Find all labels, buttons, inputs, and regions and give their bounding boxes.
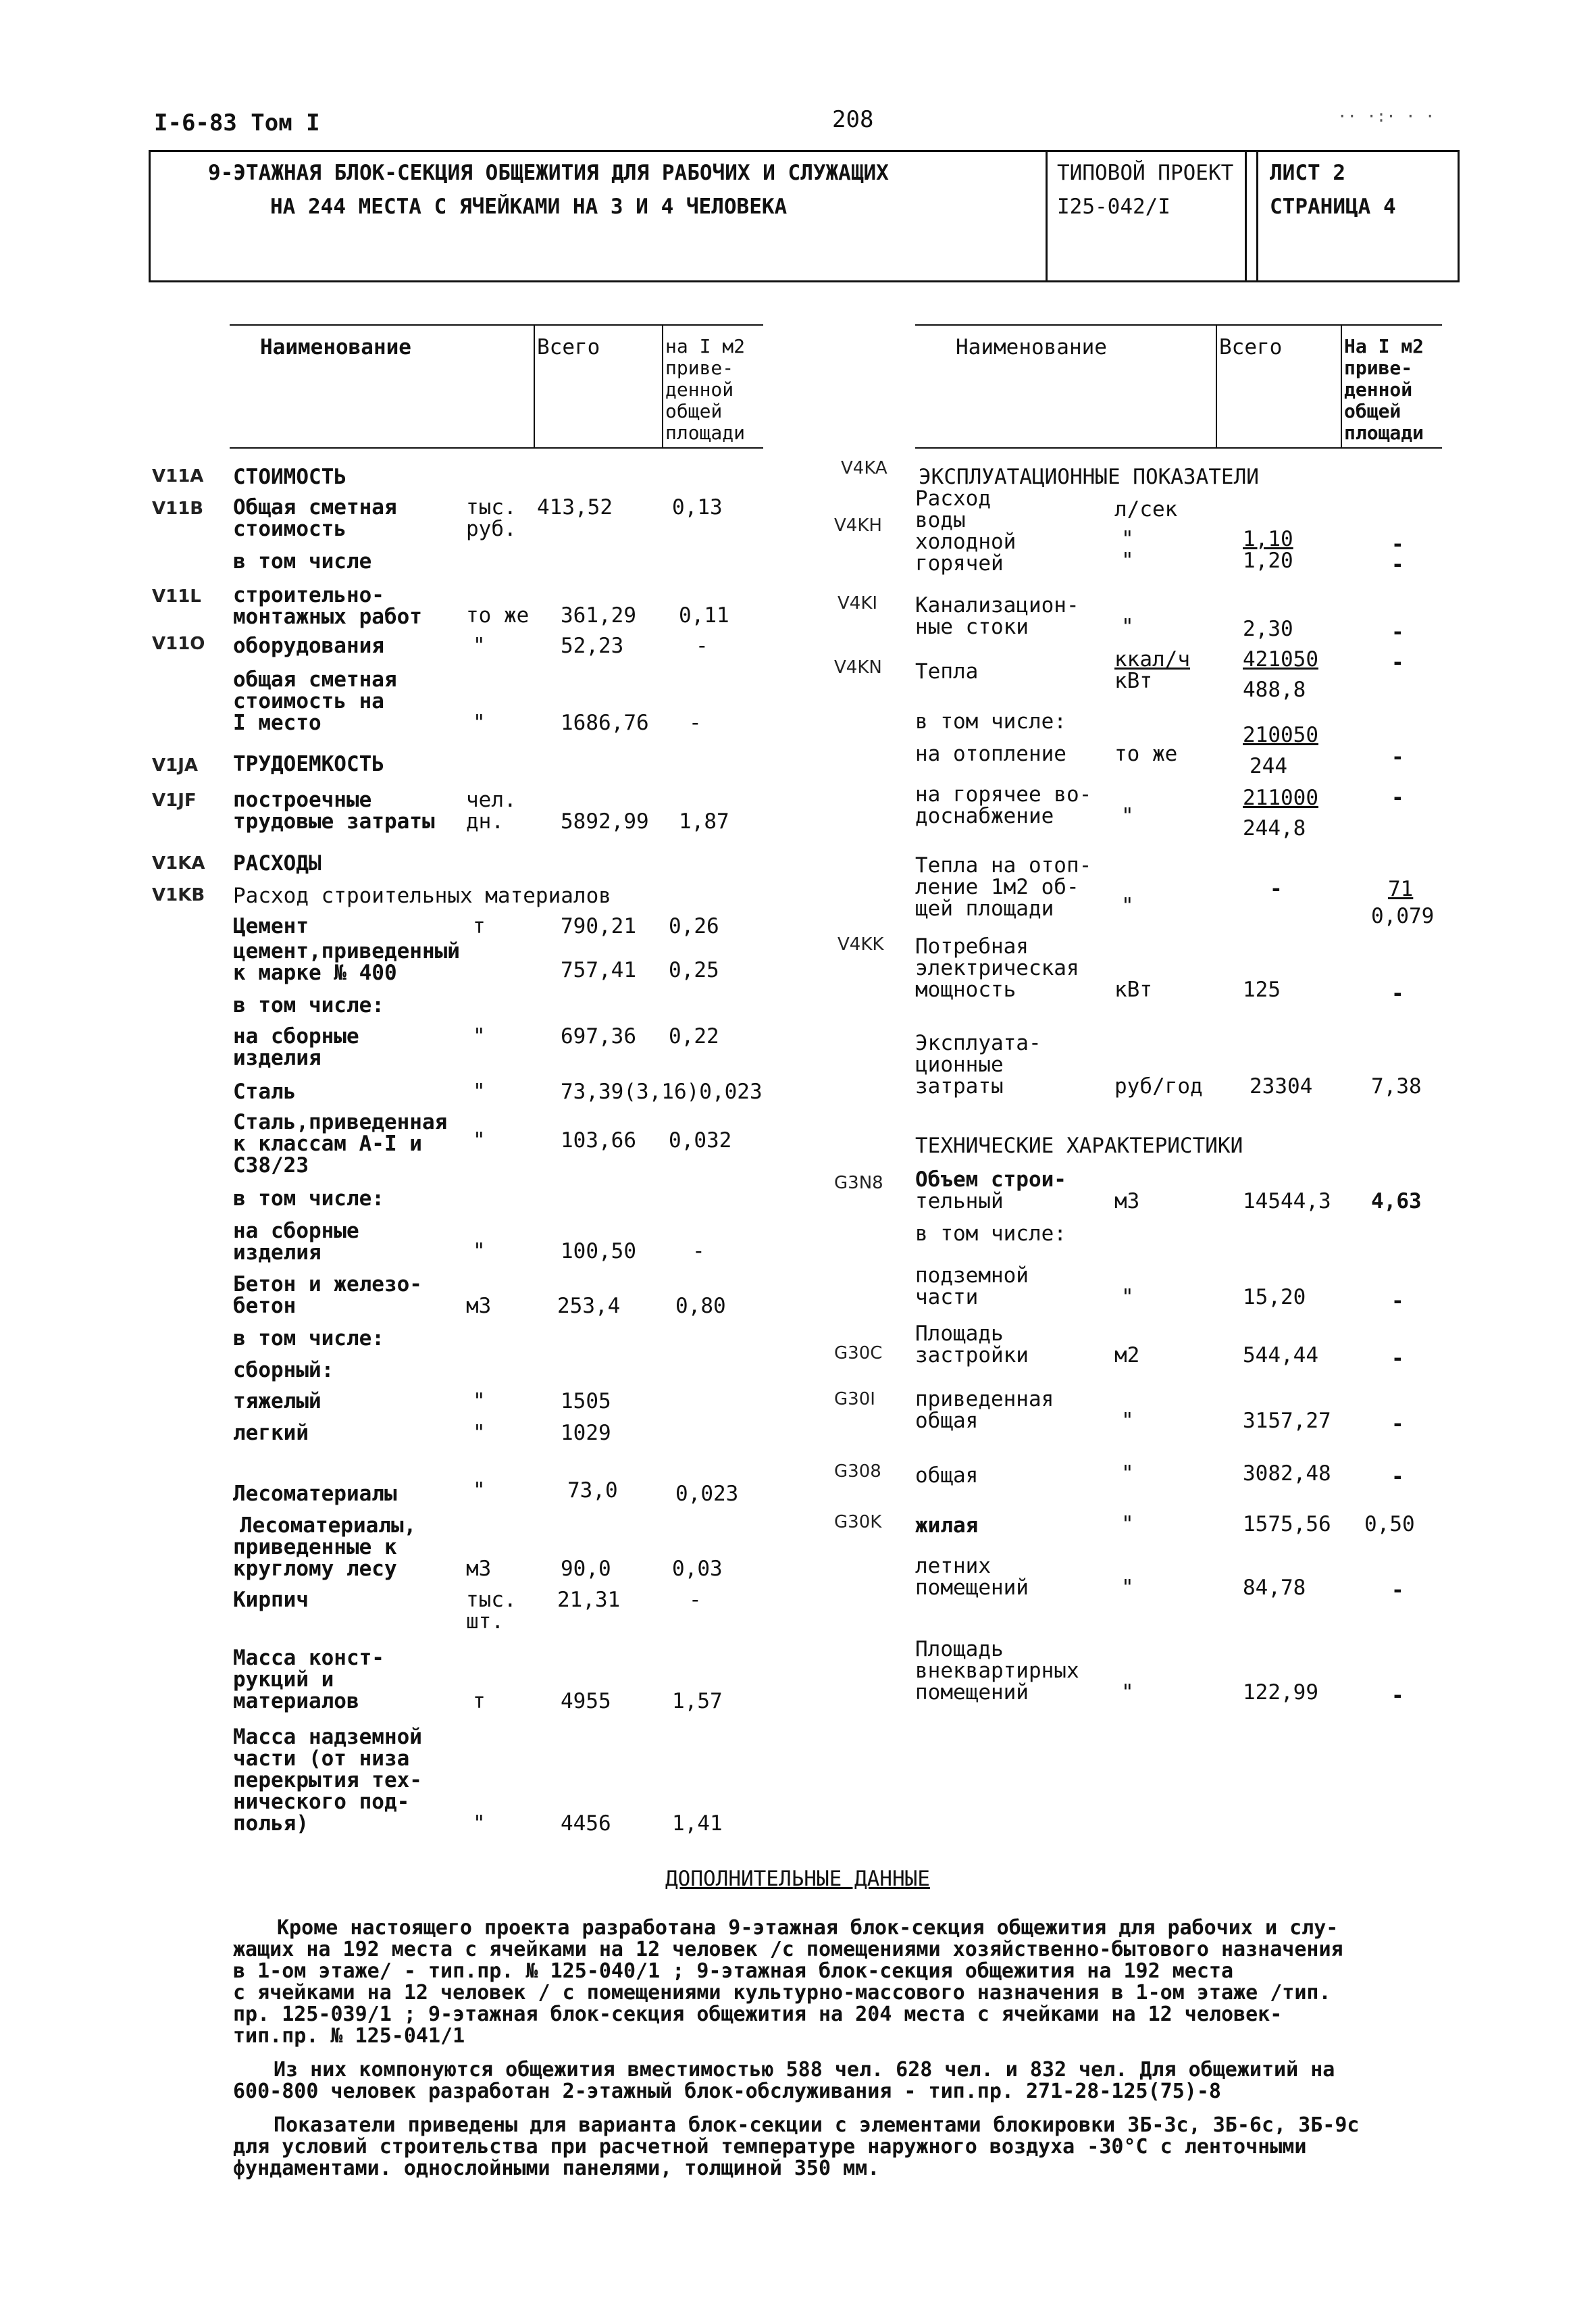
right-row-total: 122,99 — [1243, 1680, 1318, 1705]
left-row-per-m2: - — [689, 711, 702, 735]
right-row-name: помещений — [915, 1576, 1029, 1600]
left-header-per-m2-2: приве- — [665, 357, 734, 379]
right-row-name: ционные — [915, 1053, 1004, 1077]
left-row-name: Бетон и железо- — [233, 1272, 422, 1297]
right-row-unit: л/сек — [1114, 497, 1178, 522]
right-row-per-m2: 4,63 — [1371, 1189, 1422, 1213]
right-row-name: общая — [915, 1463, 979, 1488]
paragraph-line: пр. 125-039/1 ; 9-этажная блок-секция общежития на 204 места с ячейками на 12 человек- — [233, 2003, 1283, 2026]
left-row-name: Цемент — [233, 914, 309, 938]
right-row-total: 3082,48 — [1243, 1461, 1331, 1486]
right-row-unit: " — [1121, 615, 1134, 639]
left-row-unit: т — [473, 914, 486, 938]
row-code: V1JF — [152, 790, 197, 811]
left-row-total: 4955 — [561, 1689, 611, 1713]
left-row-unit: " — [473, 1080, 486, 1104]
left-row-name: С38/23 — [233, 1153, 309, 1178]
left-row-unit: " — [473, 1389, 486, 1413]
paragraph-line: 600-800 человек разработан 2-этажный блок-обслуживания - тип.пр. 271-28-125(75)-8 — [233, 2080, 1221, 2103]
left-row-total: 1686,76 — [561, 711, 649, 735]
right-row-total: - — [1270, 877, 1283, 901]
paragraph-line: жащих на 192 места с ячейками на 12 человек /с помещениями хозяйственно-бытового назначения — [233, 1938, 1343, 1961]
left-row-per-m2: - — [692, 1239, 705, 1263]
left-row-total: 413,52 — [537, 495, 613, 520]
left-row-unit: чел. — [466, 788, 517, 812]
right-row-name: части — [915, 1285, 979, 1309]
right-row-per-m2: - — [1391, 553, 1404, 577]
left-row-name: бетон — [233, 1294, 297, 1318]
left-row-per-m2: 1,87 — [679, 809, 729, 834]
row-code: G30K — [834, 1512, 882, 1532]
right-row-per-m2: - — [1391, 1289, 1404, 1313]
right-row-unit: м2 — [1114, 1343, 1140, 1367]
right-header-name: Наименование — [956, 335, 1107, 359]
left-row-name: рукций и — [233, 1667, 334, 1692]
right-row-total: 125 — [1243, 978, 1281, 1002]
right-row-total: 84,78 — [1243, 1576, 1306, 1600]
left-row-name: Кирпич — [233, 1588, 309, 1612]
project-number: I25-042/I — [1057, 195, 1170, 219]
left-row-name: на сборные — [233, 1024, 359, 1049]
left-row-total: 103,66 — [561, 1128, 636, 1153]
right-row-total: 210050 — [1243, 723, 1318, 747]
paragraph-line: Показатели приведены для варианта блок-секции с элементами блокировки 3Б-3с, 3Б-6с, 3Б-9с — [274, 2113, 1360, 2137]
right-row-name: горячей — [915, 551, 1004, 576]
right-row-total: 1,20 — [1243, 549, 1293, 573]
project-label: ТИПОВОЙ ПРОЕКТ — [1057, 161, 1234, 185]
left-row-total: 4456 — [561, 1811, 611, 1836]
right-header-total: Всего — [1219, 335, 1283, 359]
right-row-per-m2: 71 — [1388, 877, 1414, 901]
right-row-total: 15,20 — [1243, 1285, 1306, 1309]
left-row-name: к классам А-I и — [233, 1132, 422, 1156]
left-row-name: стоимость — [233, 517, 346, 541]
right-row-total: 3157,27 — [1243, 1409, 1331, 1433]
right-row-per-m2: - — [1391, 532, 1404, 557]
left-row-unit: " — [473, 711, 486, 735]
left-row-per-m2: 0,13 — [672, 495, 723, 520]
right-row-name: затраты — [915, 1074, 1004, 1099]
right-row-unit: " — [1121, 894, 1134, 918]
right-row-name: Объем строи- — [915, 1167, 1066, 1192]
left-row-total: 90,0 — [561, 1557, 611, 1581]
right-row-name: воды — [915, 508, 966, 532]
left-row-name: Расход строительных материалов — [233, 884, 611, 908]
paragraph-line: тип.пр. № 125-041/1 — [233, 2024, 465, 2048]
right-row-total: 1,10 — [1243, 527, 1293, 551]
right-row-name: Площадь — [915, 1322, 1004, 1346]
right-row-unit: " — [1121, 527, 1134, 551]
left-row-name: перекрытия тех- — [233, 1768, 422, 1792]
right-row-name: ные стоки — [915, 615, 1029, 639]
left-header-total: Всего — [537, 335, 600, 359]
left-row-per-m2: 0,22 — [669, 1024, 719, 1049]
left-row-per-m2: 0,032 — [669, 1128, 732, 1153]
right-row-name: помещений — [915, 1680, 1029, 1705]
right-row-name: летних — [915, 1554, 991, 1578]
right-row-per-m2: - — [1391, 1347, 1404, 1371]
right-row-name: Тепла на отоп- — [915, 853, 1092, 878]
right-row-unit: " — [1121, 549, 1134, 573]
right-row-name: жилая — [915, 1513, 979, 1538]
left-row-name: материалов — [233, 1689, 359, 1713]
right-row-unit: ккал/ч — [1114, 647, 1190, 672]
left-row-per-m2: - — [689, 1588, 702, 1612]
right-row-unit: " — [1121, 804, 1134, 828]
right-row-unit: " — [1121, 1680, 1134, 1705]
left-row-name: построечные — [233, 788, 372, 812]
corner-mark: ·· ·:· · · — [1337, 107, 1435, 126]
right-row-unit: то же — [1114, 742, 1178, 766]
left-row-name: стоимость на — [233, 689, 384, 713]
left-row-name: трудовые затраты — [233, 809, 435, 834]
right-row-per-m2: - — [1391, 620, 1404, 645]
page-label: СТРАНИЦА 4 — [1270, 195, 1396, 219]
right-row-per-m2: 7,38 — [1371, 1074, 1422, 1099]
left-row-name: на сборные — [233, 1219, 359, 1243]
row-code: V4KI — [838, 593, 878, 613]
left-row-per-m2: 0,023 — [675, 1482, 739, 1506]
paragraph-line: Кроме настоящего проекта разработана 9-этажная блок-секция общежития для рабочих и слу- — [277, 1916, 1339, 1940]
left-row-name: Масса конст- — [233, 1646, 384, 1670]
left-row-name: общая сметная — [233, 668, 397, 692]
right-row-name: Расход — [915, 486, 991, 511]
right-row-name: холодной — [915, 530, 1016, 554]
paragraph-line: с ячейками на 12 человек / с помещениями культурно-массового назначения в 1-ом этаже /тип. — [233, 1981, 1331, 2005]
left-row-name: приведенные к — [233, 1535, 397, 1559]
row-code: V1KA — [152, 853, 205, 874]
left-row-name: в том числе: — [233, 1326, 384, 1351]
left-row-per-m2: 1,41 — [672, 1811, 723, 1836]
row-code: G3N8 — [834, 1173, 883, 1193]
left-row-name: нического под- — [233, 1790, 410, 1814]
right-row-name: на отопление — [915, 742, 1066, 766]
left-row-total: 1029 — [561, 1421, 611, 1445]
right-row-total: 211000 — [1243, 786, 1318, 810]
left-header-per-m2-5: площади — [665, 422, 746, 444]
left-header-per-m2-4: общей — [665, 400, 723, 422]
row-code: V1JA — [152, 755, 199, 776]
right-row-per-m2: - — [1391, 745, 1404, 770]
row-code: G30I — [834, 1389, 875, 1409]
right-row-name: электрическая — [915, 956, 1079, 980]
right-row-per-m2: - — [1391, 1578, 1404, 1603]
left-row-total: 100,50 — [561, 1239, 636, 1263]
right-section-heading: ЭКСПЛУАТАЦИОННЫЕ ПОКАЗАТЕЛИ — [919, 465, 1259, 489]
left-row-per-m2: - — [696, 634, 709, 658]
right-row-name: Площадь — [915, 1637, 1004, 1661]
right-section-heading: ТЕХНИЧЕСКИЕ ХАРАКТЕРИСТИКИ — [915, 1134, 1243, 1158]
right-header-per-m2-2: приве- — [1344, 357, 1413, 379]
left-row-name: сборный: — [233, 1358, 334, 1382]
row-code: V1KB — [152, 885, 205, 905]
left-row-name: Сталь,приведенная — [233, 1110, 448, 1134]
right-row-per-m2: - — [1391, 1465, 1404, 1489]
right-row-name: подземной — [915, 1263, 1029, 1288]
right-row-total: 544,44 — [1243, 1343, 1318, 1367]
right-row-name: внеквартирных — [915, 1659, 1079, 1683]
right-header-per-m2-4: общей — [1344, 400, 1401, 422]
left-row-total: 757,41 — [561, 958, 636, 982]
additional-heading: ДОПОЛНИТЕЛЬНЫЕ ДАННЫЕ — [665, 1867, 930, 1891]
right-row-total: 14544,3 — [1243, 1189, 1331, 1213]
right-row-total: 1575,56 — [1243, 1512, 1331, 1536]
left-row-per-m2: 0,11 — [679, 603, 729, 628]
paragraph-line: фундаментами. однослойными панелями, толщиной 350 мм. — [233, 2157, 880, 2180]
left-row-name: в том числе: — [233, 993, 384, 1017]
paragraph-line: Из них компонуются общежития вместимостью 588 чел. 628 чел. и 832 чел. Для общежитий на — [274, 2058, 1335, 2082]
left-row-name: ТРУДОЕМКОСТЬ — [233, 752, 384, 776]
left-row-unit: " — [473, 1478, 486, 1503]
left-row-unit: " — [473, 634, 486, 658]
left-header-per-m2-1: на I м2 — [665, 335, 746, 357]
left-row-per-m2: 0,25 — [669, 958, 719, 982]
right-row-per-m2: - — [1391, 982, 1404, 1006]
left-row-total: 21,31 — [557, 1588, 621, 1612]
right-row-name: Канализацион- — [915, 593, 1079, 618]
right-row-name: застройки — [915, 1343, 1029, 1367]
row-code: G308 — [834, 1461, 881, 1482]
left-row-name: Масса надземной — [233, 1725, 422, 1749]
right-row-name: щей площади — [915, 897, 1054, 921]
left-row-total: 73,39(3,16)0,023 — [561, 1080, 763, 1104]
left-row-unit: " — [473, 1239, 486, 1263]
right-row-name: Потребная — [915, 934, 1029, 959]
left-row-per-m2: 1,57 — [672, 1689, 723, 1713]
left-row-unit: " — [473, 1421, 486, 1445]
left-row-name: Лесоматериалы, — [240, 1513, 417, 1538]
right-row-total: 23304 — [1250, 1074, 1313, 1099]
left-row-name: в том числе: — [233, 1186, 384, 1211]
left-row-name: Общая сметная — [233, 495, 397, 520]
right-row-name: на горячее во- — [915, 782, 1092, 807]
right-row-name: в том числе: — [915, 709, 1066, 734]
left-row-unit: тыс. — [466, 495, 517, 520]
document-title-line-2: НА 244 МЕСТА С ЯЧЕЙКАМИ НА 3 И 4 ЧЕЛОВЕКА — [270, 195, 788, 219]
right-row-name: приведенная — [915, 1387, 1054, 1411]
left-row-unit: тыс. — [466, 1588, 517, 1612]
left-row-name: монтажных работ — [233, 605, 422, 629]
right-row-total: 244,8 — [1243, 816, 1306, 840]
left-row-total: 1505 — [561, 1389, 611, 1413]
right-row-unit: " — [1121, 1285, 1134, 1309]
document-reference: I-6-83 Том I — [154, 109, 320, 136]
right-row-per-m2: - — [1391, 1684, 1404, 1708]
left-row-name: оборудования — [233, 634, 384, 658]
left-row-total: 697,36 — [561, 1024, 636, 1049]
right-header-per-m2-1: На I м2 — [1344, 335, 1424, 357]
left-row-per-m2: 0,26 — [669, 914, 719, 938]
right-row-total: 2,30 — [1243, 617, 1293, 641]
left-row-per-m2: 0,80 — [675, 1294, 726, 1318]
document-title-line-1: 9-ЭТАЖНАЯ БЛОК-СЕКЦИЯ ОБЩЕЖИТИЯ ДЛЯ РАБОЧИХ И СЛУЖАЩИХ — [208, 161, 889, 185]
right-row-per-m2: - — [1391, 1412, 1404, 1436]
left-row-name: Сталь — [233, 1080, 297, 1104]
left-row-name: строительно- — [233, 583, 384, 607]
left-row-unit: " — [473, 1024, 486, 1049]
right-row-name: тельный — [915, 1189, 1004, 1213]
row-code: V4KH — [834, 515, 882, 536]
row-code: V4KA — [841, 458, 887, 478]
right-row-unit: " — [1121, 1409, 1134, 1433]
left-row-unit: " — [473, 1128, 486, 1153]
left-row-unit: дн. — [466, 809, 504, 834]
right-row-name: в том числе: — [915, 1222, 1066, 1246]
right-row-unit: м3 — [1114, 1189, 1140, 1213]
right-row-total: 421050 — [1243, 647, 1318, 672]
row-code: V11A — [152, 466, 204, 486]
right-row-per-m2: 0,50 — [1364, 1512, 1415, 1536]
left-header-per-m2-3: денной — [665, 378, 734, 401]
left-row-name: цемент,приведенный — [233, 939, 460, 963]
left-row-name: РАСХОДЫ — [233, 851, 321, 876]
left-header-name: Наименование — [260, 335, 411, 359]
right-row-name: доснабжение — [915, 804, 1054, 828]
right-row-name: общая — [915, 1409, 979, 1433]
left-row-unit: шт. — [466, 1609, 504, 1634]
row-code: G30C — [834, 1343, 883, 1363]
left-row-name: в том числе — [233, 549, 372, 574]
left-row-name: изделия — [233, 1046, 321, 1070]
right-row-per-m2: - — [1391, 651, 1404, 675]
right-row-unit: " — [1121, 1576, 1134, 1600]
left-row-total: 5892,99 — [561, 809, 649, 834]
left-row-unit: м3 — [466, 1557, 492, 1581]
right-row-unit: кВт — [1114, 669, 1152, 693]
row-code: V11O — [152, 634, 205, 654]
left-row-unit: т — [473, 1689, 486, 1713]
left-row-name: СТОИМОСТЬ — [233, 465, 346, 489]
left-row-unit: " — [473, 1811, 486, 1836]
paragraph-line: в 1-ом этаже/ - тип.пр. № 125-040/1 ; 9-этажная блок-секция общежития на 192 места — [233, 1959, 1234, 1983]
right-row-total: 244 — [1250, 754, 1287, 778]
right-row-name: Эксплуата- — [915, 1031, 1041, 1055]
sheet-label: ЛИСТ 2 — [1270, 161, 1345, 185]
right-header-per-m2-3: денной — [1344, 378, 1413, 401]
left-row-unit: руб. — [466, 517, 517, 541]
left-row-name: легкий — [233, 1421, 309, 1445]
right-row-per-m2: 0,079 — [1371, 904, 1435, 928]
left-row-total: 790,21 — [561, 914, 636, 938]
left-row-name: полья) — [233, 1811, 309, 1836]
left-row-name: круглому лесу — [233, 1557, 397, 1581]
left-row-unit: то же — [466, 603, 530, 628]
right-row-unit: кВт — [1114, 978, 1152, 1002]
right-row-name: Тепла — [915, 659, 979, 684]
left-row-name: к марке № 400 — [233, 961, 397, 985]
row-code: V4KK — [838, 934, 884, 955]
left-row-total: 361,29 — [561, 603, 636, 628]
left-row-name: Лесоматериалы — [233, 1482, 397, 1506]
right-row-total: 488,8 — [1243, 678, 1306, 702]
right-row-per-m2: - — [1391, 786, 1404, 810]
left-row-name: изделия — [233, 1240, 321, 1265]
right-row-unit: " — [1121, 1512, 1134, 1536]
left-row-name: I место — [233, 711, 321, 735]
row-code: V11B — [152, 499, 204, 519]
row-code: V11L — [152, 586, 201, 607]
left-row-name: тяжелый — [233, 1389, 321, 1413]
right-row-unit: руб/год — [1114, 1074, 1203, 1099]
left-row-per-m2: 0,03 — [672, 1557, 723, 1581]
left-row-total: 73,0 — [567, 1478, 618, 1503]
right-row-name: ление 1м2 об- — [915, 875, 1079, 899]
paragraph-line: для условий строительства при расчетной температуре наружного воздуха -30°С с ленточными — [233, 2135, 1307, 2159]
left-row-name: части (от низа — [233, 1746, 410, 1771]
left-row-total: 52,23 — [561, 634, 624, 658]
page-number: 208 — [832, 106, 874, 133]
left-row-total: 253,4 — [557, 1294, 621, 1318]
left-row-unit: м3 — [466, 1294, 492, 1318]
right-row-name: мощность — [915, 978, 1016, 1002]
right-row-unit: " — [1121, 1461, 1134, 1486]
right-header-per-m2-5: площади — [1344, 422, 1424, 444]
row-code: V4KN — [834, 657, 882, 678]
